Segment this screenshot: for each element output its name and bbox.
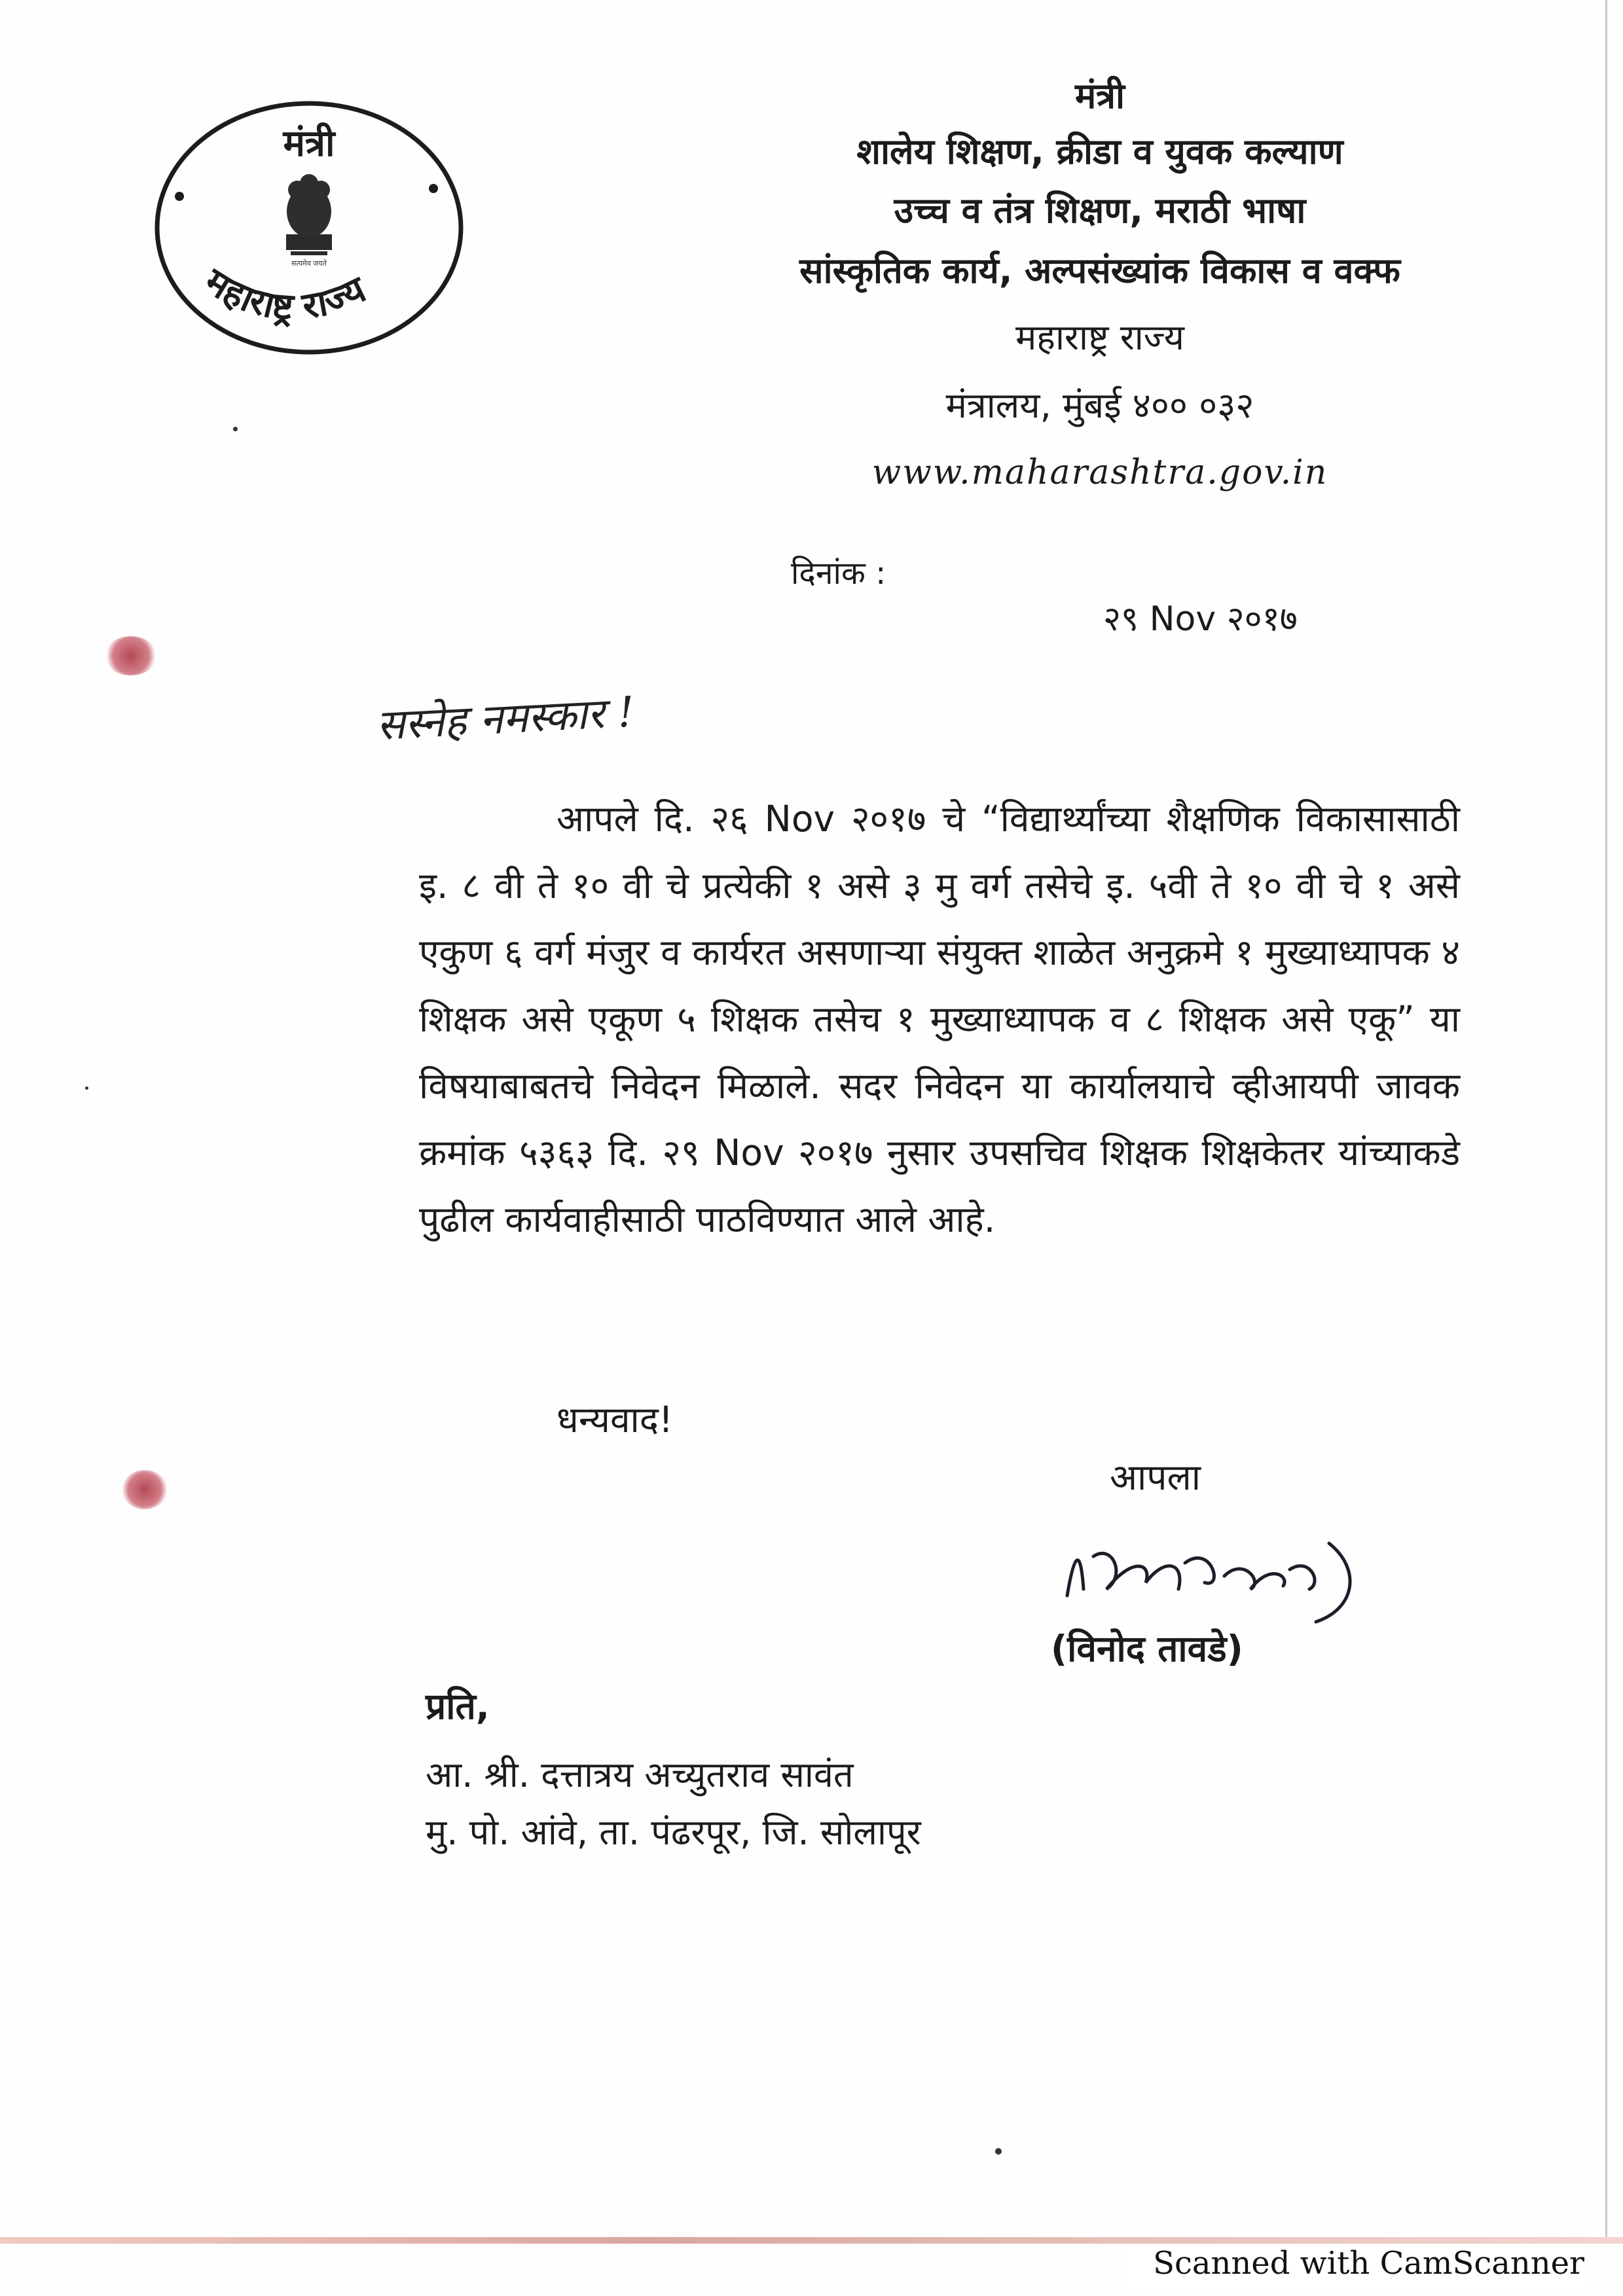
bottom-edge-strip <box>0 2237 1623 2244</box>
page-edge <box>1605 0 1607 2238</box>
letter-body <box>419 785 1460 1253</box>
date-label: दिनांक : <box>791 555 886 592</box>
scanner-watermark: Scanned with CamScanner <box>1126 2245 1584 2291</box>
letterhead-state: महाराष्ट्र राज्य <box>1015 317 1184 358</box>
salutation: सस्नेह नमस्कार ! <box>375 688 636 750</box>
scan-speck <box>85 1086 88 1090</box>
closing: आपला <box>1110 1456 1201 1498</box>
letterhead-website: www.maharashtra.gov.in <box>871 453 1328 492</box>
handwritten-signature <box>1054 1517 1368 1628</box>
scan-speck <box>995 2148 1002 2155</box>
thanks-line: धन्यवाद! <box>556 1399 674 1441</box>
national-emblem-icon <box>286 174 332 255</box>
recipient-name: आ. श्री. दत्तात्रय अच्युतराव सावंत <box>426 1754 854 1795</box>
letterhead-portfolio-3: सांस्कृतिक कार्य, अल्पसंख्यांक विकास व वक्फ <box>799 250 1400 291</box>
seal-stamp <box>152 97 466 359</box>
seal-bottom-text: महाराष्ट्र राज्य <box>197 260 373 329</box>
scan-stain <box>105 636 157 675</box>
letterhead-portfolio-2: उच्च व तंत्र शिक्षण, मराठी भाषा <box>894 190 1306 231</box>
letterhead-title: मंत्री <box>1074 75 1125 117</box>
date-value: २९ Nov २०१७ <box>1103 600 1298 639</box>
recipient-address: मु. पो. आंवे, ता. पंढरपूर, जि. सोलापूर <box>426 1812 921 1853</box>
seal-motto: सत्यमेव जयते <box>291 259 327 268</box>
letter-body-text: आपले दि. २६ Nov २०१७ चे “विद्यार्थ्यांच्या शैक्षणिक विकासासाठी इ. ८ वी ते १० वी चे प्रत्येकी १ असे ३ मु वर्ग तसेचे इ. ५वी ते १० वी चे १ असे एकुण ६ वर्ग मंजुर व कार्यरत असणाऱ्या संयुक्त शाळेत अनुक्रमे १ मुख्याध्यापक ४ शिक्षक असे एकूण ५ शिक्षक तसेच १ मुख्याध्यापक व ८ शिक्षक असे एकू” या विषयाबाबतचे निवेदन मिळाले. सदर निवेदन या कार्यालयाचे व्हीआयपी जावक क्रमांक ५३६३ दि. २९ Nov २०१७ नुसार उपसचिव शिक्षक शिक्षकेतर यांच्याकडे पुढील कार्यवाहीसाठी पाठविण्यात आले आहे. <box>419 798 1460 1240</box>
letterhead-address: मंत्रालय, मुंबई ४०० ०३२ <box>945 385 1254 426</box>
signer-name: (विनोद तावडे) <box>1051 1628 1243 1670</box>
scan-stain <box>122 1470 168 1509</box>
svg-text:महाराष्ट्र राज्य <box>196 260 373 329</box>
seal-top-text: मंत्री <box>283 122 335 165</box>
recipient-label: प्रति, <box>426 1685 490 1727</box>
letterhead-portfolio-1: शालेय शिक्षण, क्रीडा व युवक कल्याण <box>856 131 1343 172</box>
letterhead <box>687 73 1512 505</box>
minister-seal <box>152 97 466 359</box>
scan-speck <box>233 427 238 431</box>
